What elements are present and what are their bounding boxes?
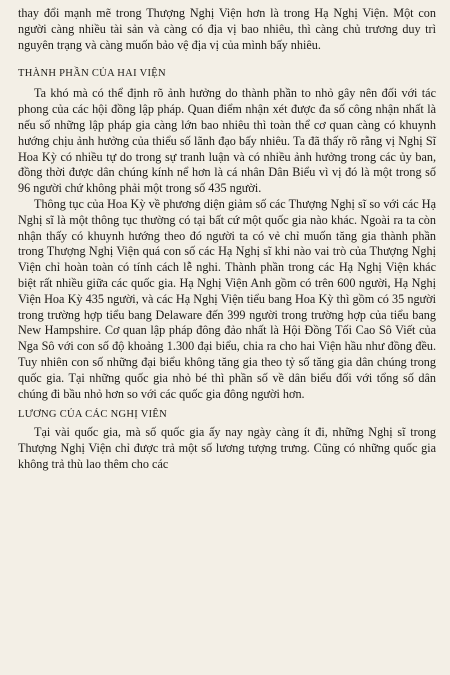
paragraph-composition-1: Ta khó mà có thể định rõ ảnh hưởng do thành phần to nhỏ gây nên đối với tác phong của các hội đồng lập pháp. Quan điểm nhận xét được đa số công nhận nhất là nếu số những lập pháp gia càng lớn bao nhiêu thì toàn thể cơ quan càng có khuynh hướng chịu ảnh hưởng của thiểu số lãnh đạo bấy nhiêu. Ta đã thấy rõ rằng vị Nghị Sĩ Hoa Kỳ có nhiều tự do trong sự tranh luận và có nhiều ảnh hưởng trong các ủy ban, đồng thời được dân chúng kính nể hơn là cá nhân Dân Biểu vì vị đó là một trong số 96 người chứ không phải một trong số 435 người. — [18, 86, 436, 196]
section-heading-salary: LƯƠNG CỦA CÁC NGHỊ VIÊN — [18, 409, 168, 421]
paragraph-composition-2: Thông tục của Hoa Kỳ về phương diện giảm số các Thượng Nghị sĩ so với các Hạ Nghị sĩ là một thông tục thường có tại bất cứ một quốc gia nào khác. Ngoài ra ta còn nhận thấy có khuynh hướng theo đó người ta có vẻ chỉ muốn tăng gia thành phần trong Thượng Nghị Viện quá con số các Hạ Nghị sĩ khi nào vai trò của Thượng Nghị Viện chỉ hoàn toàn có tính cách lễ nghi. Thành phần trong các Hạ Nghị Viện khác biệt rất nhiều giữa các quốc gia. Hạ Nghị Viện Anh gồm có trên 600 người, Hạ Nghị Viện Hoa Kỳ 435 người, và các Hạ Nghị Viện tiểu bang Hoa Kỳ thì gồm có 35 người trong trường hợp tiểu bang Delaware đến 399 người trong trường hợp của tiểu bang New Hampshire. Cơ quan lập pháp đông đảo nhất là Hội Đồng Tối Cao Sô Viết của Nga Sô với con số độ khoảng 1.300 đại biểu, chia ra cho hai Viện hầu như đồng đều. Tuy nhiên con số những đại biểu không tăng gia theo tỷ số tăng gia dân chúng trong quốc gia. Tại những quốc gia nhỏ bé thì phần số về dân biểu đối với tổng số dân chúng đi bầu nhỏ hơn so với các quốc gia đông người hơn. — [18, 196, 436, 401]
section-heading-composition: THÀNH PHẦN CỦA HAI VIỆN — [18, 68, 166, 80]
intro-paragraph: thay đổi mạnh mẽ trong Thượng Nghị Viện hơn là trong Hạ Nghị Viện. Một con người càng nhiều tài sản và càng có địa vị bao nhiêu, thì càng chủ trương duy trì nguyên trạng và càng muốn bảo vệ địa vị của mình bấy nhiêu. — [18, 6, 436, 52]
paragraph-salary-1: Tại vài quốc gia, mà số quốc gia ấy nay ngày càng ít đi, những Nghị sĩ trong Thượng Nghị Viện chỉ được trả một số lương tượng trưng. Cũng có những quốc gia không trả thù lao thêm cho các — [18, 425, 436, 471]
